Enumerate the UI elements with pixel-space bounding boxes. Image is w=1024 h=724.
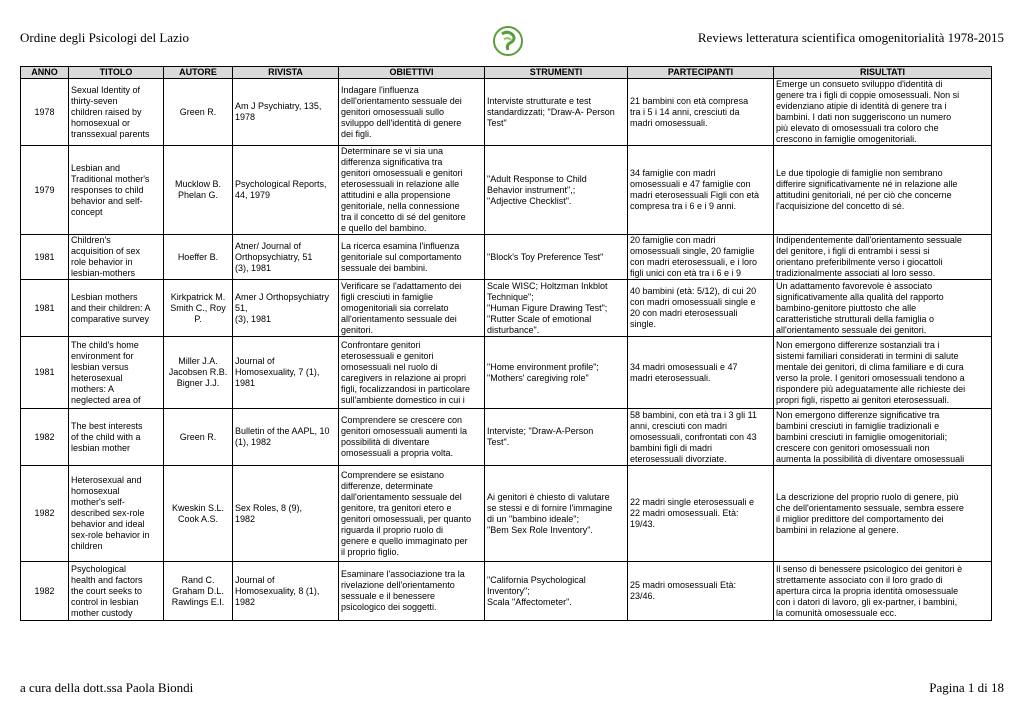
objectives-cell: Comprendere se esistano differenze, determinate dall'orientamento sessuale del genitore, tra genitori etero e genitori omosessuali, per quanto riguarda il proprio ruolo di genere e quello immaginato per il proprio figlio. bbox=[339, 466, 485, 562]
title-cell: The child's home environment for lesbian versus heterosexual mothers: A neglected area of bbox=[69, 337, 164, 409]
table-body bbox=[21, 79, 992, 621]
author-cell: Rand C. Graham D.L. Rawlings E.I. bbox=[164, 562, 233, 621]
table-row bbox=[21, 235, 992, 280]
year-cell: 1981 bbox=[21, 337, 69, 409]
column-header: OBIETTIVI bbox=[339, 67, 485, 79]
participants-cell: 58 bambini, con età tra i 3 gli 11 anni, cresciuti con madri omosessuali, confrontati con 43 bambini figli di madri eterosessuali divorziate. bbox=[628, 409, 774, 466]
table-row bbox=[21, 79, 992, 146]
header-document-title: Reviews letteratura scientifica omogenitorialità 1978-2015 bbox=[697, 30, 1004, 45]
instruments-cell: Scale WISC; Holtzman Inkblot Technique"; "Human Figure Drawing Test"; "Rutter Scale of emotional disturbance". bbox=[485, 280, 628, 337]
column-header: AUTORE bbox=[164, 67, 233, 79]
objectives-cell: La ricerca esamina l'influenza genitoriale sul comportamento sessuale dei bambini. bbox=[339, 235, 485, 280]
journal-cell: Journal of Homosexuality, 7 (1), 1981 bbox=[233, 337, 339, 409]
header-organization: Ordine degli Psicologi del Lazio bbox=[20, 30, 189, 45]
year-cell: 1982 bbox=[21, 562, 69, 621]
author-cell: Kirkpatrick M. Smith C., Roy P. bbox=[164, 280, 233, 337]
results-cell: Indipendentemente dall'orientamento sessuale del genitore, i figli di entrambi i sessi si orientano preferibilmente verso i giocattoli tradizionalmente associati al loro sesso. bbox=[774, 235, 992, 280]
participants-cell: 25 madri omosessuali Età: 23/46. bbox=[628, 562, 774, 621]
title-cell: The best interests of the child with a lesbian mother bbox=[69, 409, 164, 466]
participants-cell: 20 famiglie con madri omosessuali single, 20 famiglie con madri eterosessuali, e i loro figli unici con età tra i 6 e i 9 bbox=[628, 235, 774, 280]
author-cell: Green R. bbox=[164, 409, 233, 466]
objectives-cell: Verificare se l'adattamento dei figli cresciuti in famiglie omogenitoriali sia correlato all'orientamento sessuale dei genitori. bbox=[339, 280, 485, 337]
instruments-cell: Interviste; "Draw-A-Person Test". bbox=[485, 409, 628, 466]
table-row bbox=[21, 562, 992, 621]
literature-table bbox=[20, 66, 992, 621]
author-cell: Kweskin S.L. Cook A.S. bbox=[164, 466, 233, 562]
footer-author: a cura della dott.ssa Paola Biondi bbox=[20, 680, 194, 695]
author-cell: Miller J.A. Jacobsen R.B. Bigner J.J. bbox=[164, 337, 233, 409]
journal-cell: Sex Roles, 8 (9), 1982 bbox=[233, 466, 339, 562]
table-row bbox=[21, 409, 992, 466]
year-cell: 1982 bbox=[21, 466, 69, 562]
instruments-cell: "Home environment profile"; "Mothers' caregiving role" bbox=[485, 337, 628, 409]
instruments-cell: "Adult Response to Child Behavior instrument",; "Adjective Checklist". bbox=[485, 146, 628, 235]
participants-cell: 40 bambini (età: 5/12), di cui 20 con madri omosessuali single e 20 con madri eterosessuali single. bbox=[628, 280, 774, 337]
objectives-cell: Confrontare genitori eterosessuali e genitori omosessuali nel ruolo di caregivers in relazione ai propri figli, focalizzandosi in particolare sull'ambiente domestico in cui i bbox=[339, 337, 485, 409]
participants-cell: 34 madri omosessuali e 47 madri eterosessuali. bbox=[628, 337, 774, 409]
instruments-cell: "Block's Toy Preference Test" bbox=[485, 235, 628, 280]
year-cell: 1981 bbox=[21, 280, 69, 337]
results-cell: Emerge un consueto sviluppo d'identità di genere tra i figli di coppie omosessuali. Non si evidenziano atipie di identità di genere tra i bambini. I dati non suggeriscono un numero più elevato di omosessuali tra coloro che crescono in famiglie omogenitoriali. bbox=[774, 79, 992, 146]
journal-cell: Psychological Reports, 44, 1979 bbox=[233, 146, 339, 235]
results-cell: Non emergono differenze significative tra bambini cresciuti in famiglie tradizionali e bambini cresciuti in famiglie omogenitoriali; crescere con genitori omosessuali non aumenta la possibilità di diventare omosessuali bbox=[774, 409, 992, 466]
journal-cell: Am J Psychiatry, 135, 1978 bbox=[233, 79, 339, 146]
footer-page-number: Pagina 1 di 18 bbox=[929, 680, 1004, 695]
journal-cell: Atner/ Journal of Orthopsychiatry, 51 (3), 1981 bbox=[233, 235, 339, 280]
column-header: RISULTATI bbox=[774, 67, 992, 79]
results-cell: Un adattamento favorevole è associato significativamente alla qualità del rapporto bambino-genitore piuttosto che alle caratteristiche strutturali della famiglia o all'orientamento sessuale dei genitori. bbox=[774, 280, 992, 337]
title-cell: Sexual Identity of thirty-seven children raised by homosexual or transsexual parents bbox=[69, 79, 164, 146]
instruments-cell: Interviste strutturate e test standardizzati; "Draw-A- Person Test" bbox=[485, 79, 628, 146]
journal-cell: Amer J Orthopsychiatry 51, (3), 1981 bbox=[233, 280, 339, 337]
participants-cell: 34 famiglie con madri omosessuali e 47 famiglie con madri eterosessuali Figli con età compresa tra i 6 e i 9 anni. bbox=[628, 146, 774, 235]
results-cell: La descrizione del proprio ruolo di genere, più che dell'orientamento sessuale, sembra essere il miglior predittore del comportamento dei bambini in relazione al genere. bbox=[774, 466, 992, 562]
table-row bbox=[21, 466, 992, 562]
journal-cell: Bulletin of the AAPL, 10 (1), 1982 bbox=[233, 409, 339, 466]
column-header: TITOLO bbox=[69, 67, 164, 79]
journal-cell: Journal of Homosexuality, 8 (1), 1982 bbox=[233, 562, 339, 621]
year-cell: 1982 bbox=[21, 409, 69, 466]
objectives-cell: Comprendere se crescere con genitori omosessuali aumenti la possibilità di diventare omosessuali a propria volta. bbox=[339, 409, 485, 466]
title-cell: Lesbian and Traditional mother's responses to child behavior and self- concept bbox=[69, 146, 164, 235]
objectives-cell: Esaminare l'associazione tra la rivelazione dell'orientamento sessuale e il benessere psicologico dei soggetti. bbox=[339, 562, 485, 621]
participants-cell: 21 bambini con età compresa tra i 5 i 14 anni, cresciuti da madri omosessuali. bbox=[628, 79, 774, 146]
author-cell: Hoeffer B. bbox=[164, 235, 233, 280]
instruments-cell: "California Psychological Inventory"; Scala "Affectometer". bbox=[485, 562, 628, 621]
year-cell: 1981 bbox=[21, 235, 69, 280]
column-header: RIVISTA bbox=[233, 67, 339, 79]
results-cell: Il senso di benessere psicologico dei genitori è strettamente associato con il loro grado di apertura circa la propria identità omosessuale con i datori di lavoro, gli ex-partner, i bambini, la comunità omosessuale ecc. bbox=[774, 562, 992, 621]
participants-cell: 22 madri single eterosessuali e 22 madri omosessuali. Età: 19/43. bbox=[628, 466, 774, 562]
title-cell: Children's acquisition of sex role behavior in lesbian-mothers bbox=[69, 235, 164, 280]
table-row bbox=[21, 337, 992, 409]
instruments-cell: Ai genitori è chiesto di valutare se stessi e di fornire l'immagine di un "bambino ideale"; "Bem Sex Role Inventory". bbox=[485, 466, 628, 562]
table-header-row bbox=[21, 67, 992, 79]
year-cell: 1979 bbox=[21, 146, 69, 235]
column-header: ANNO bbox=[21, 67, 69, 79]
title-cell: Heterosexual and homosexual mother's self- described sex-role behavior and ideal sex-role behavior in children bbox=[69, 466, 164, 562]
table-row bbox=[21, 146, 992, 235]
title-cell: Lesbian mothers and their children: A comparative survey bbox=[69, 280, 164, 337]
objectives-cell: Determinare se vi sia una differenza significativa tra genitori omosessuali e genitori eterosessuali in relazione alle attitudini e alla propensione genitoriale, nella connessione tra il concetto di sé del genitore e quello del bambino. bbox=[339, 146, 485, 235]
column-header: PARTECIPANTI bbox=[628, 67, 774, 79]
results-cell: Non emergono differenze sostanziali tra i sistemi familiari considerati in termini di salute mentale dei genitori, di clima familiare e di cura verso la prole. I genitori omosessuali tendono a rispondere più adeguatamente alle richieste dei propri figli, rispetto ai genitori eterosessuali. bbox=[774, 337, 992, 409]
year-cell: 1978 bbox=[21, 79, 69, 146]
results-cell: Le due tipologie di famiglie non sembrano differire significativamente né in relazione alle attitudini genitoriali, né per ciò che concerne l'acquisizione del concetto di sé. bbox=[774, 146, 992, 235]
author-cell: Green R. bbox=[164, 79, 233, 146]
objectives-cell: Indagare l'influenza dell'orientamento sessuale dei genitori omosessuali sullo sviluppo dell'identità di genere dei figli. bbox=[339, 79, 485, 146]
column-header: STRUMENTI bbox=[485, 67, 628, 79]
ordine-logo-icon bbox=[491, 25, 525, 65]
table-row bbox=[21, 280, 992, 337]
author-cell: Mucklow B. Phelan G. bbox=[164, 146, 233, 235]
title-cell: Psychological health and factors the court seeks to control in lesbian mother custody bbox=[69, 562, 164, 621]
